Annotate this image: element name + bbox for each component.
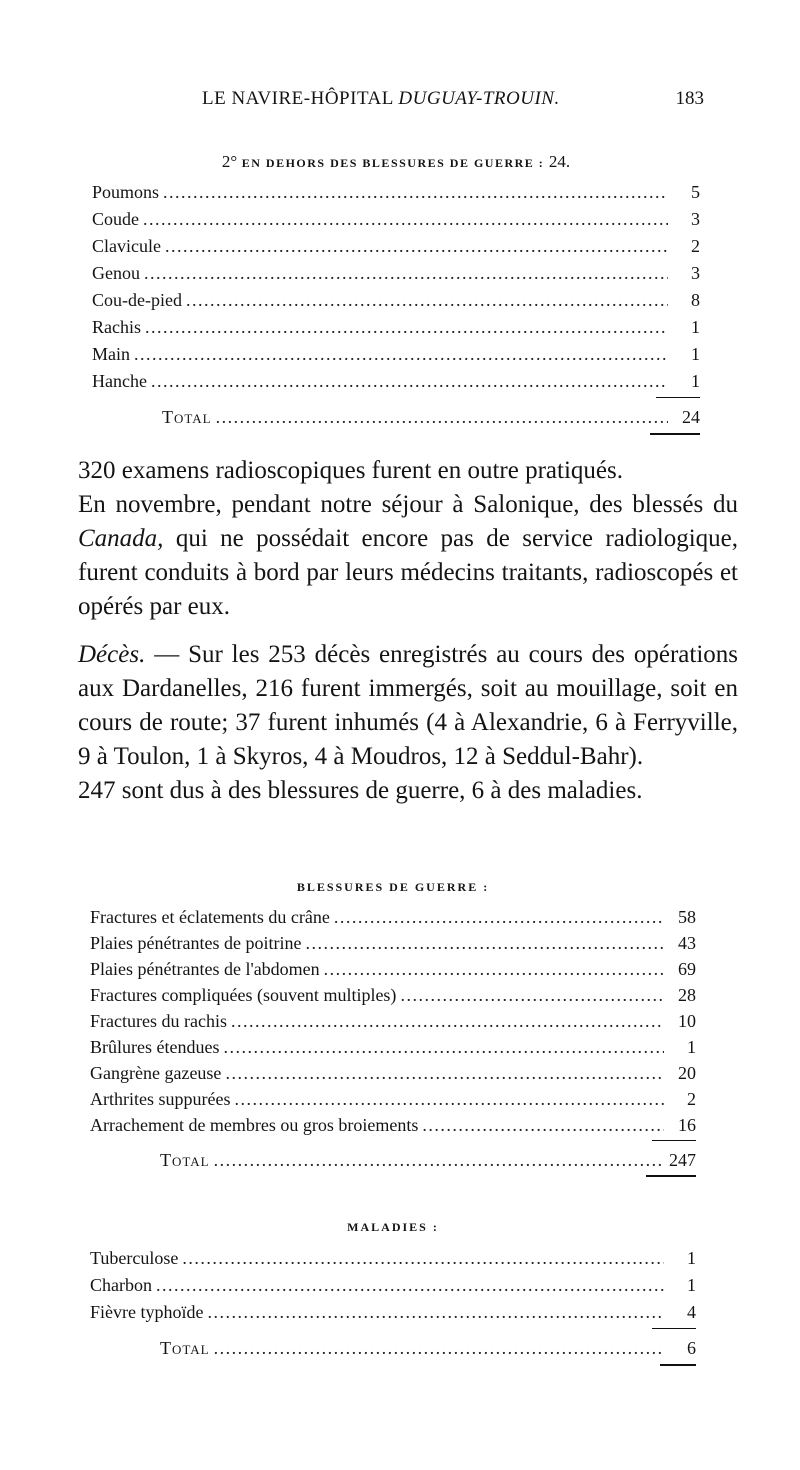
dot-leader <box>216 404 668 431</box>
dot-leader <box>334 904 664 930</box>
row-label: Genou <box>92 263 140 283</box>
dot-leader <box>145 314 668 341</box>
row-value: 10 <box>678 1011 696 1031</box>
row-label: Fractures compliquées (souvent multiples) <box>90 985 397 1005</box>
dot-leader <box>151 368 668 395</box>
row-label: Plaies pénétrantes de poitrine <box>90 933 302 953</box>
subtotal-rule <box>652 1140 696 1141</box>
table-row <box>92 368 700 395</box>
row-value: 16 <box>678 1115 696 1135</box>
dot-leader <box>143 206 668 233</box>
row-label: Rachis <box>92 317 141 337</box>
table-row <box>92 206 700 233</box>
dot-leader <box>163 179 668 206</box>
table-row <box>90 1272 696 1299</box>
table-row <box>90 1245 696 1272</box>
table-row <box>90 982 696 1008</box>
total-rule <box>650 433 700 435</box>
caption-count: 24. <box>548 152 571 171</box>
row-label: Arthrites suppurées <box>90 1089 231 1109</box>
row-value: 69 <box>678 959 696 979</box>
row-label: Clavicule <box>92 236 161 256</box>
dot-leader <box>422 1112 664 1138</box>
row-value: 1 <box>687 1248 696 1268</box>
dot-leader <box>214 1147 664 1173</box>
dot-leader <box>207 1299 664 1326</box>
row-label: Arrachement de membres ou gros broiements <box>90 1115 419 1135</box>
dot-leader <box>223 1034 664 1060</box>
table-row <box>90 956 696 982</box>
row-value: 28 <box>678 985 696 1005</box>
row-value: 8 <box>691 290 700 310</box>
table-row <box>90 1060 696 1086</box>
row-label: Cou-de-pied <box>92 290 182 310</box>
table-row <box>92 233 700 260</box>
row-value: 20 <box>678 1063 696 1083</box>
total-value: 247 <box>669 1150 696 1170</box>
paragraph-text: 247 sont dus à des blessures de guerre, 6 à des maladies. <box>78 777 643 804</box>
total-label: Total <box>160 1338 210 1358</box>
dot-leader <box>156 1272 664 1299</box>
total-row <box>92 404 700 431</box>
table-caption <box>92 148 700 177</box>
table-row <box>90 1299 696 1326</box>
total-row <box>90 1147 696 1173</box>
paragraph-summary <box>78 774 738 808</box>
row-value: 5 <box>691 182 700 202</box>
row-label: Charbon <box>90 1275 152 1295</box>
paragraph-salonique <box>78 488 738 624</box>
row-value: 1 <box>691 344 700 364</box>
table-row <box>92 179 700 206</box>
table-row <box>90 930 696 956</box>
row-value: 4 <box>687 1302 696 1322</box>
dot-leader <box>305 930 664 956</box>
table-row <box>90 1086 696 1112</box>
subtotal-rule <box>656 397 700 398</box>
table-diseases <box>90 1214 696 1366</box>
row-label: Hanche <box>92 371 147 391</box>
paragraph-text: 320 examens radioscopiques furent en outre pratiqués. <box>78 457 623 484</box>
row-value: 1 <box>687 1275 696 1295</box>
table-row <box>90 1112 696 1138</box>
row-label: Main <box>92 344 130 364</box>
dot-leader <box>182 1245 664 1272</box>
row-value: 1 <box>687 1037 696 1057</box>
total-label: Total <box>162 407 212 427</box>
dot-leader <box>214 1335 664 1362</box>
table-non-war-wounds <box>92 148 700 435</box>
paragraph-deces <box>78 638 738 774</box>
italic-heading-deces: Décès. <box>78 641 146 668</box>
paragraph-radioscopy <box>78 454 738 488</box>
row-value: 1 <box>691 317 700 337</box>
page-number: 183 <box>675 88 704 109</box>
running-head <box>90 88 704 118</box>
total-rule <box>646 1175 696 1177</box>
paragraph-text: qui ne possédait encore pas de service radiologique, furent conduits à bord par leurs médecins traitants, radioscopés et opérés par eux. <box>78 525 739 620</box>
dot-leader <box>186 287 668 314</box>
table-row <box>90 1034 696 1060</box>
table-row <box>90 904 696 930</box>
row-value: 3 <box>691 209 700 229</box>
row-label: Poumons <box>92 182 160 202</box>
row-value: 3 <box>691 263 700 283</box>
subtotal-rule <box>652 1328 696 1329</box>
dot-leader <box>231 1008 664 1034</box>
row-value: 2 <box>691 236 700 256</box>
dot-leader <box>324 956 664 982</box>
table-row <box>92 341 700 368</box>
row-value: 43 <box>678 933 696 953</box>
total-rule <box>660 1364 696 1366</box>
dot-leader <box>144 260 668 287</box>
caption-text: EN DEHORS DES BLESSURES DE GUERRE : <box>241 156 545 170</box>
running-title <box>202 88 560 110</box>
row-label: Tuberculose <box>90 1248 179 1268</box>
row-label: Gangrène gazeuse <box>90 1063 222 1083</box>
row-label: Fractures et éclatements du crâne <box>90 907 330 927</box>
dot-leader <box>134 341 668 368</box>
dot-leader <box>225 1060 664 1086</box>
paragraph-text: En novembre, pendant notre séjour à Salonique, des blessés du <box>78 491 738 518</box>
row-value: 58 <box>678 907 696 927</box>
row-label: Plaies pénétrantes de l'abdomen <box>90 959 320 979</box>
table-row <box>92 287 700 314</box>
table-row <box>92 260 700 287</box>
table-row <box>90 1008 696 1034</box>
total-label: Total <box>160 1150 210 1170</box>
total-row <box>90 1335 696 1362</box>
caption-number: 2° <box>221 152 238 171</box>
row-label: Coude <box>92 209 139 229</box>
dot-leader <box>400 982 664 1008</box>
body-text <box>78 454 738 808</box>
row-label: Brûlures étendues <box>90 1037 220 1057</box>
table-caption: MALADIES : <box>347 1220 439 1234</box>
paragraph-text: — Sur les 253 décès enregistrés au cours des opérations aux Dardanelles, 216 furent immergés, soit au mouillage, soit en cours de route; 37 furent inhumés (4 à Alexandrie, 6 à Ferryville, 9 à Toulon, 1 à Skyros, 4 à Moudros, 12 à Seddul-Bahr). <box>78 641 738 770</box>
row-label: Fractures du rachis <box>90 1011 227 1031</box>
table-war-wounds <box>90 874 696 1177</box>
row-value: 1 <box>691 371 700 391</box>
row-label: Fièvre typhoïde <box>90 1302 204 1322</box>
total-value: 6 <box>687 1338 696 1358</box>
total-value: 24 <box>682 407 700 427</box>
running-title-ship-name: DUGUAY-TROUIN. <box>398 88 560 109</box>
dot-leader <box>234 1086 664 1112</box>
dot-leader <box>165 233 668 260</box>
italic-ship-name: Canada, <box>78 525 164 552</box>
table-caption: BLESSURES DE GUERRE : <box>296 880 490 894</box>
table-row <box>92 314 700 341</box>
running-title-prefix: LE NAVIRE-HÔPITAL <box>202 88 394 109</box>
row-value: 2 <box>687 1089 696 1109</box>
